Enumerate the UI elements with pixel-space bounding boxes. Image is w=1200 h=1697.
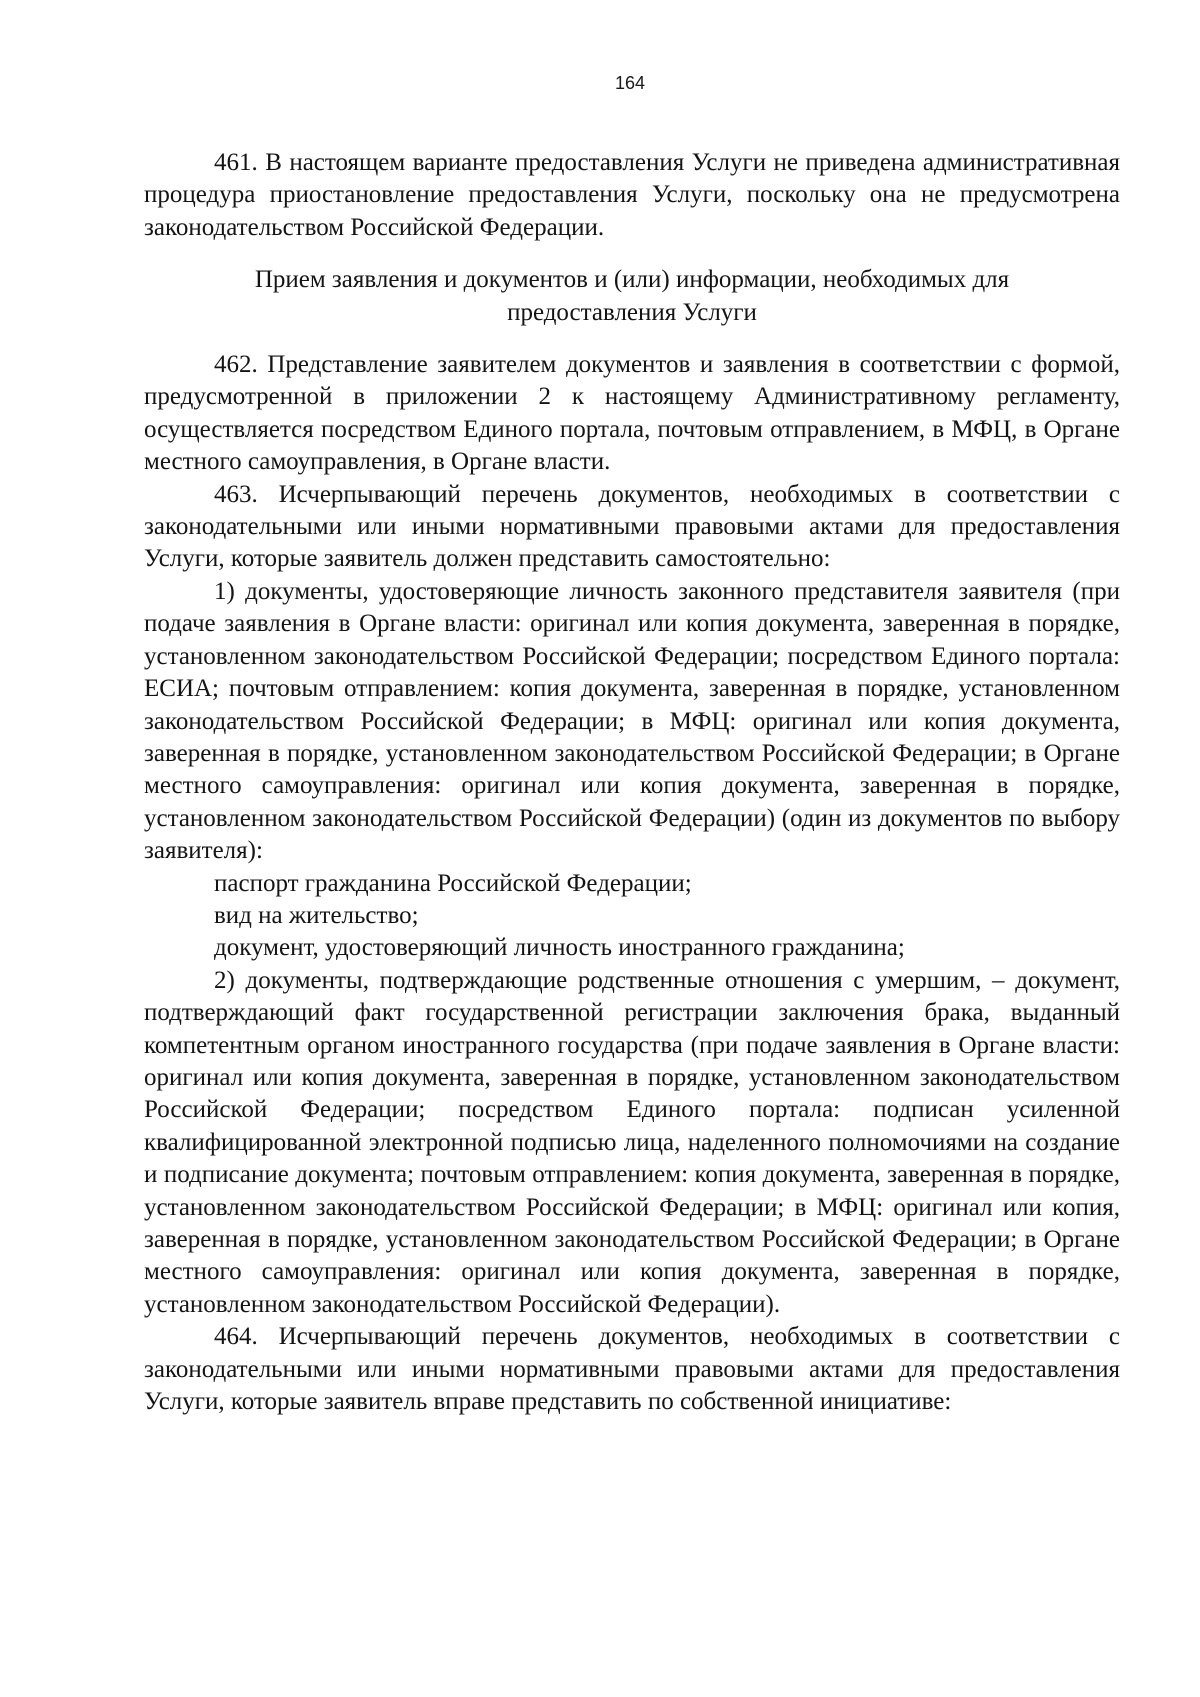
list-item-residence-permit: вид на жительство; <box>214 901 419 929</box>
section-heading-line-2: предоставления Услуги <box>507 298 757 326</box>
paragraph-464: 464. Исчерпывающий перечень документов, необходимых в соответствии с законодательными или иными нормативными правовыми актами для предоставления Услуги, которые заявитель вправе представить по собственной инициативе: <box>144 1323 1120 1416</box>
paragraph-463-item-2: 2) документы, подтверждающие родственные отношения с умершим, – документ, подтверждающий факт государственной регистрации заключения брака, выданный компетентным органом иностранного государства (при подаче заявления в Органе власти: оригинал или копия документа, заверенная в порядке, установленном законодательством Российской Федерации; посредством Единого портала: подписан усиленной квалифицированной электронной подписью лица, наделенного полномочиями на создание и подписание документа; почтовым отправлением: копия документа, заверенная в порядке, установленном законодательством Российской Федерации; в МФЦ: оригинал или копия, заверенная в порядке, установленном законодательством Российской Федерации; в Органе местного самоуправления: оригинал или копия документа, заверенная в порядке, установленном законодательством Российской Федерации). <box>144 966 1120 1318</box>
section-heading <box>144 264 1120 329</box>
paragraph-463-item-1: 1) документы, удостоверяющие личность законного представителя заявителя (при подаче заявления в Органе власти: оригинал или копия документа, заверенная в порядке, установленном законодательством Российской Федерации; посредством Единого портала: ЕСИА; почтовым отправлением: копия документа, заверенная в порядке, установленном законодательством Российской Федерации; в МФЦ: оригинал или копия документа, заверенная в порядке, установленном законодательством Российской Федерации; в Органе местного самоуправления: оригинал или копия документа, заверенная в порядке, установленном законодательством Российской Федерации) (один из документов по выбору заявителя): <box>144 577 1120 865</box>
document-body <box>144 147 1120 1418</box>
section-heading-line-1: Прием заявления и документов и (или) информации, необходимых для <box>254 266 1010 294</box>
page-number: 164 <box>614 73 646 93</box>
paragraph-463: 463. Исчерпывающий перечень документов, необходимых в соответствии с законодательными или иными нормативными правовыми актами для предоставления Услуги, которые заявитель должен представить самостоятельно: <box>144 480 1120 573</box>
paragraph-462: 462. Представление заявителем документов и заявления в соответствии с формой, предусмотренной в приложении 2 к настоящему Административному регламенту, осуществляется посредством Единого портала, почтовым отправлением, в МФЦ, в Органе местного самоуправления, в Органе власти. <box>144 351 1120 476</box>
paragraph-461: 461. В настоящем варианте предоставления Услуги не приведена административная процедура приостановление предоставления Услуги, поскольку она не предусмотрена законодательством Российской Федерации. <box>144 149 1120 241</box>
list-item-passport: паспорт гражданина Российской Федерации; <box>214 869 692 897</box>
list-item-foreign-id: документ, удостоверяющий личность иностранного гражданина; <box>214 934 905 962</box>
